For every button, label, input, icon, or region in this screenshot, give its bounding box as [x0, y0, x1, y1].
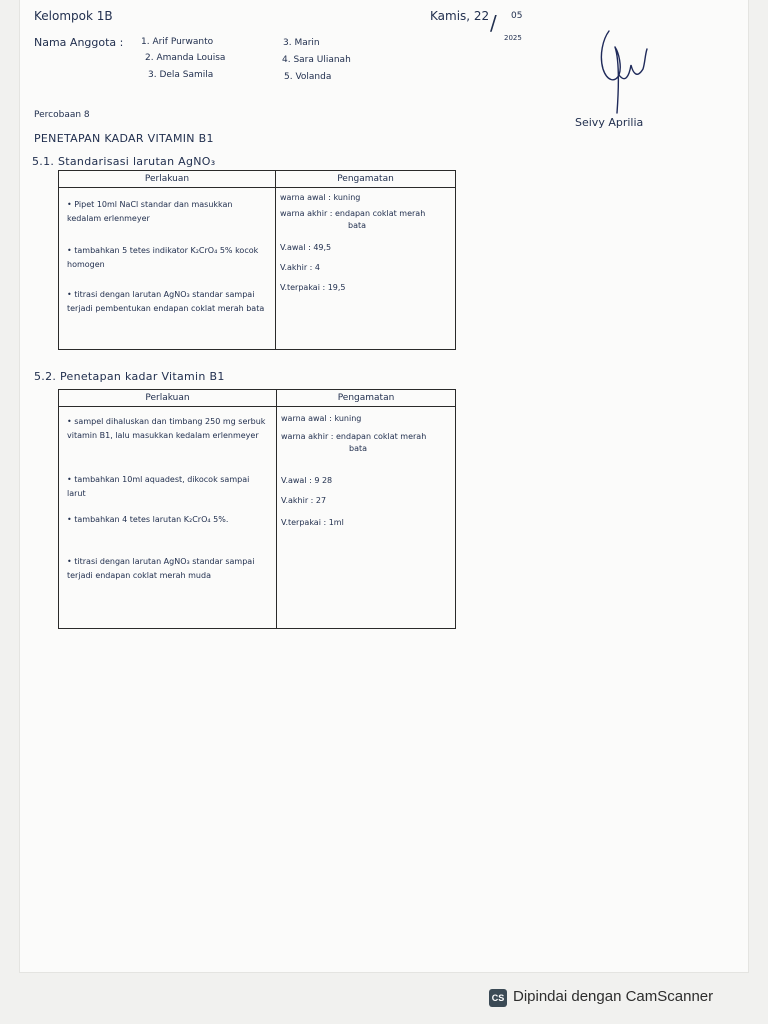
member-3: 3. Dela Samila	[148, 70, 214, 80]
section1-step-1: • Pipet 10ml NaCl standar dan masukkan kedalam erlenmeyer	[67, 200, 233, 223]
member-5: 4. Sara Ulianah	[282, 55, 351, 65]
section1-obs-5: V.akhir : 4	[280, 263, 320, 272]
signature-name: Seivy Aprilia	[575, 116, 644, 129]
date-slash: /	[490, 11, 497, 35]
experiment-number: Percobaan 8	[34, 110, 90, 120]
section2-procedure-cell	[59, 407, 277, 629]
section2-obs-3: bata	[349, 444, 368, 453]
section1-obs-1: warna awal : kuning	[280, 193, 361, 202]
member-2: 2. Amanda Louisa	[145, 53, 226, 63]
member-4: 3. Marin	[283, 38, 320, 48]
section2-title: 5.2. Penetapan kadar Vitamin B1	[34, 370, 225, 383]
section2-obs-4: V.awal : 9 28	[281, 476, 333, 485]
section2-obs-5: V.akhir : 27	[281, 496, 327, 505]
section2-col-observation: Pengamatan	[277, 390, 456, 407]
members-label: Nama Anggota :	[34, 36, 124, 49]
group-label: Kelompok 1B	[34, 9, 113, 23]
signature-icon	[585, 25, 665, 120]
section1-obs-6: V.terpakai : 19,5	[280, 283, 346, 292]
section1-col-observation: Pengamatan	[276, 171, 456, 188]
section1-step-3: • titrasi dengan larutan AgNO₃ standar sampai terjadi pembentukan endapan coklat merah bata	[67, 290, 265, 313]
member-6: 5. Volanda	[284, 72, 332, 82]
section2-step-3: • tambahkan 4 tetes larutan K₂CrO₄ 5%.	[67, 515, 229, 524]
section1-procedure-cell	[59, 188, 276, 350]
section2-table	[58, 389, 456, 629]
section1-obs-3: bata	[348, 221, 367, 230]
member-1: 1. Arif Purwanto	[141, 37, 214, 47]
camscanner-watermark: Dipindai dengan CamScanner	[513, 988, 714, 1005]
date-day: Kamis, 22	[430, 9, 490, 23]
section2-step-4: • titrasi dengan larutan AgNO₃ standar sampai terjadi endapan coklat merah muda	[67, 557, 255, 580]
section2-col-procedure: Perlakuan	[59, 390, 277, 407]
section1-table	[58, 170, 456, 350]
camscanner-logo-icon: CS	[489, 989, 507, 1007]
date-year: 2025	[504, 34, 522, 42]
section2-obs-2: warna akhir : endapan coklat merah	[281, 432, 427, 441]
section2-step-1: • sampel dihaluskan dan timbang 250 mg serbuk vitamin B1, lalu masukkan kedalam erlenmeyer	[67, 417, 266, 440]
section1-observation-cell	[276, 188, 456, 350]
section2-observation-cell	[277, 407, 456, 629]
scanned-page	[20, 0, 748, 972]
section2-step-2: • tambahkan 10ml aquadest, dikocok sampai larut	[67, 475, 250, 498]
section1-obs-2: warna akhir : endapan coklat merah	[280, 209, 426, 218]
section1-col-procedure: Perlakuan	[59, 171, 276, 188]
section1-title: 5.1. Standarisasi larutan AgNO₃	[32, 155, 216, 168]
section2-obs-6: V.terpakai : 1ml	[281, 518, 344, 527]
section2-obs-1: warna awal : kuning	[281, 414, 362, 423]
experiment-title: PENETAPAN KADAR VITAMIN B1	[34, 132, 214, 145]
section1-obs-4: V.awal : 49,5	[280, 243, 332, 252]
date-month: 05	[511, 11, 523, 21]
section1-step-2: • tambahkan 5 tetes indikator K₂CrO₄ 5% kocok homogen	[67, 246, 259, 269]
